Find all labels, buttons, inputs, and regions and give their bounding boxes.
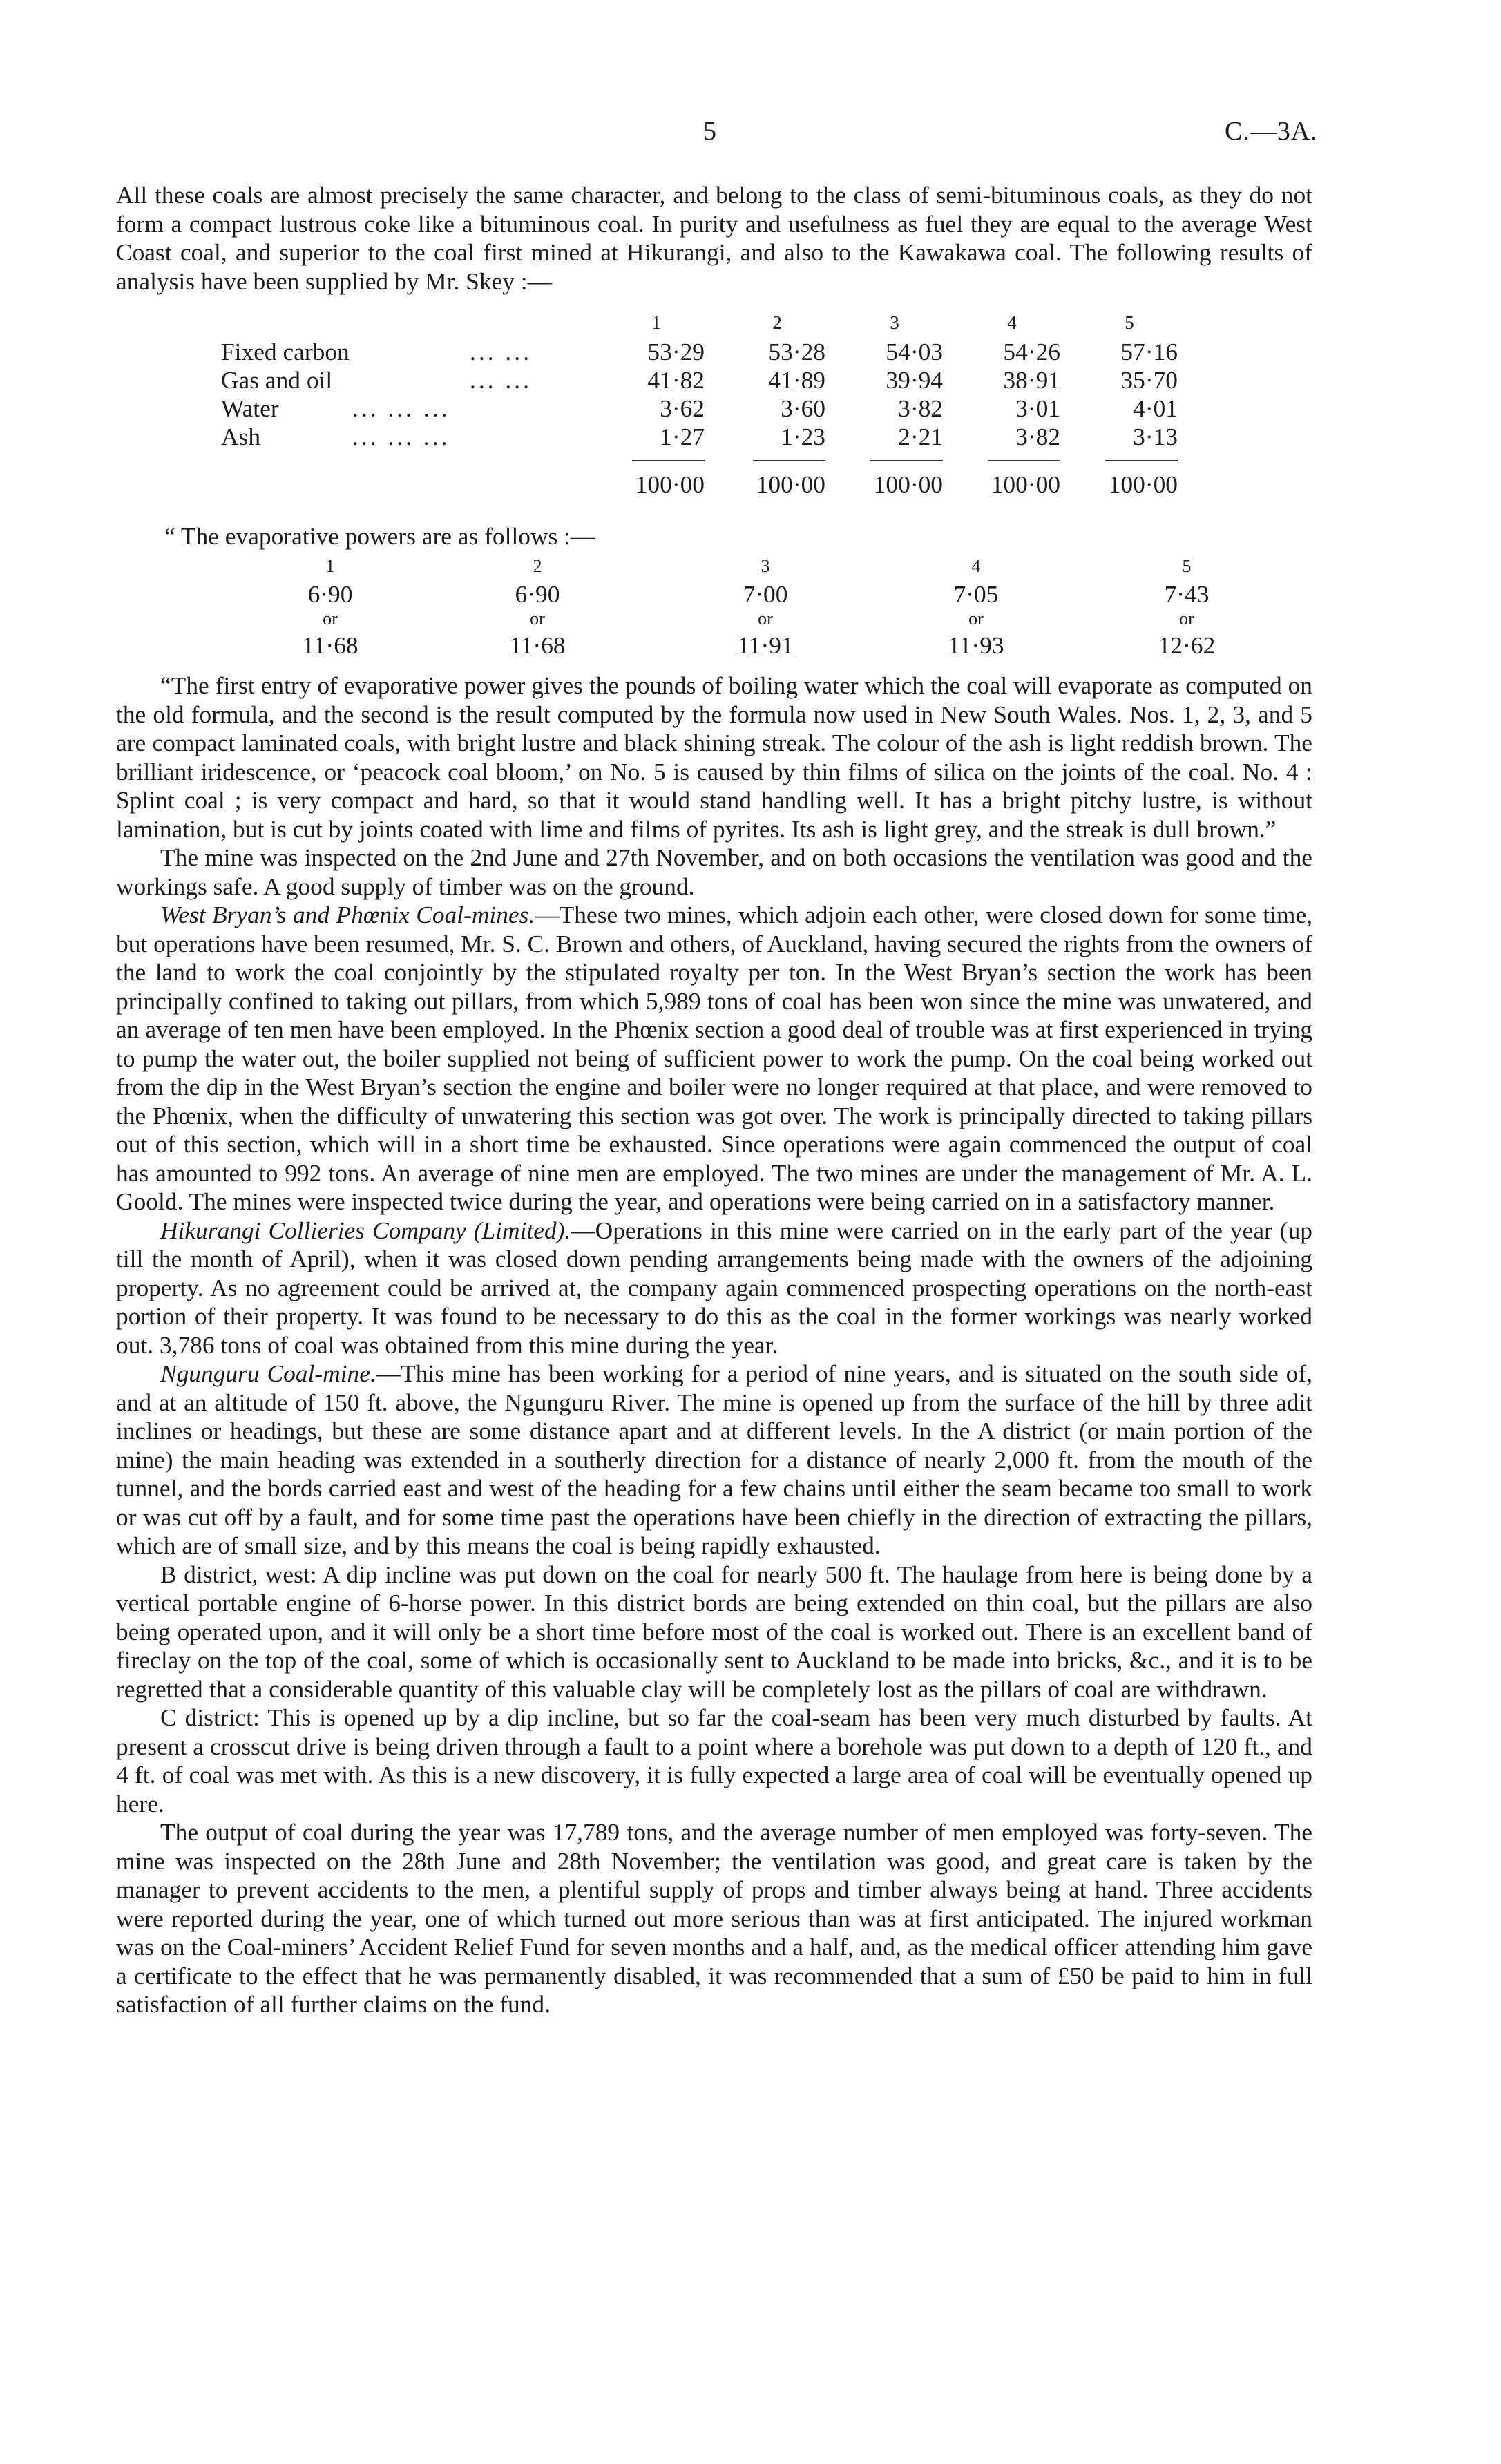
- paragraph: [116, 901, 1312, 1216]
- total-cell: 100·00: [873, 470, 943, 498]
- paragraph: “The first entry of evaporative power gives the pounds of boiling water which the coal will evaporate as computed on the old formula, and the second is the result computed by the formula now used in New South Wales. Nos. 1, 2, 3, and 5 are compact laminated coals, with bright lustre and black shining streak. The colour of the ash is light reddish brown. The brilliant iridescence, or ‘peacock coal bloom,’ on No. 5 is caused by thin films of silica on the joints of the coal. No. 4 : Splint coal ; is very compact and hard, so that it would stand handling well. It has a bright pitchy lustre, is without lamination, but is cut by joints coated with lime and films of pyrites. Its ash is light grey, and the streak is dull brown.”: [116, 671, 1312, 843]
- evap-value: 6·90: [515, 580, 560, 608]
- page-number: 5: [703, 117, 716, 146]
- evap-value: 6·90: [307, 580, 353, 608]
- sum-rule: [753, 460, 825, 461]
- leader-dots: ... ...: [470, 338, 532, 365]
- evap-or: or: [758, 609, 773, 629]
- table-cell: 4·01: [1133, 394, 1178, 422]
- leader-dots: ... ...: [470, 366, 532, 394]
- col-header: 5: [1125, 312, 1134, 333]
- row-label: Gas and oil: [221, 366, 333, 394]
- evap-value: 11·91: [737, 631, 794, 659]
- intro-text: All these coals are almost precisely the same character, and belong to the class of semi-bituminous coals, as they do not form a compact lustrous coke like a bituminous coal. In purity and usefulness as fuel they are equal to the average West Coast coal, and superior to the coal first mined at Hikurangi, and also to the Kawakawa coal. The following results of analysis have been supplied by Mr. Skey :—: [116, 181, 1312, 295]
- table-cell: 54·26: [1003, 338, 1060, 365]
- col-header: 4: [1007, 312, 1017, 333]
- table-cell: 3·13: [1133, 423, 1178, 450]
- section-text: —These two mines, which adjoin each other, were closed down for some time, but operations have been resumed, Mr. S. C. Brown and others, of Auckland, having secured the rights from the owners of the land to work the coal conjointly by the stipulated royalty per ton. In the West Bryan’s section the work has been principally confined to taking out pillars, from which 5,989 tons of coal has been won since the mine was unwatered, and an average of ten men have been employed. In the Phœnix section a good deal of trouble was at first experienced in trying to pump the water out, the boiler supplied not being of sufficient power to work the pump. On the coal being worked out from the dip in the West Bryan’s section the engine and boiler were no longer required at that place, and were removed to the Phœnix, when the difficulty of unwatering this section was got over. The work is principally directed to taking pillars out of this section, which will in a short time be exhausted. Since operations were again commenced the output of coal has amounted to 992 tons. An average of nine men are employed. The two mines are under the management of Mr. A. L. Goold. The mines were inspected twice during the year, and operations were being carried on in a satisfactory manner.: [116, 901, 1312, 1215]
- main-body: [116, 671, 1312, 2019]
- section-text: —This mine has been working for a period of nine years, and is situated on the south side of, and at an altitude of 150 ft. above, the Ngunguru River. The mine is opened up from the surface of the hill by three adit inclines or headings, but these are some distance apart and at different levels. In the A district (or main portion of the mine) the main heading was extended in a southerly direction for a distance of nearly 2,000 ft. from the mouth of the tunnel, and the bords carried east and west of the heading for a few chains until either the seam became too small to work or was cut off by a fault, and for some time past the operations have been chiefly in the direction of extracting the pillars, which are of small size, and by this means the coal is being rapidly exhausted.: [116, 1359, 1312, 1559]
- table-cell: 41·89: [768, 366, 825, 394]
- table-cell: 2·21: [898, 423, 943, 450]
- leader-dots: ... ... ...: [352, 423, 450, 450]
- evap-value: 7·43: [1164, 580, 1210, 608]
- col-header: 2: [772, 312, 782, 333]
- sum-rule-row: [221, 450, 1223, 470]
- evap-or: or: [968, 609, 984, 629]
- totals-row: [221, 470, 1223, 498]
- table-cell: 53·29: [647, 338, 705, 365]
- total-cell: 100·00: [635, 470, 705, 498]
- total-cell: 100·00: [991, 470, 1060, 498]
- table-cell: 39·94: [886, 366, 943, 394]
- evap-value: 12·62: [1158, 631, 1216, 659]
- evaporative-intro: “ The evaporative powers are as follows :—: [164, 522, 595, 550]
- total-cell: 100·00: [756, 470, 825, 498]
- paragraph: [116, 1359, 1312, 1560]
- section-title: Ngunguru Coal-mine.: [160, 1359, 376, 1387]
- table-row: [221, 422, 1223, 450]
- sum-rule: [1105, 460, 1178, 461]
- sum-rule: [988, 460, 1060, 461]
- row-label: Fixed carbon: [221, 338, 350, 365]
- evap-value: 7·05: [953, 580, 999, 608]
- col-header: 3: [890, 312, 899, 333]
- table-cell: 3·01: [1015, 394, 1060, 422]
- intro-paragraph: [116, 181, 1312, 296]
- evap-value: 11·68: [509, 631, 566, 659]
- analysis-header-row: [221, 312, 1223, 337]
- table-cell: 3·62: [660, 394, 705, 422]
- paragraph: The mine was inspected on the 2nd June and 27th November, and on both occasions the ventilation was good and the workings safe. A good supply of timber was on the ground.: [116, 843, 1312, 900]
- table-cell: 35·70: [1120, 366, 1178, 394]
- paragraph: [116, 1216, 1312, 1360]
- sum-rule: [870, 460, 943, 461]
- evap-value: 11·68: [302, 631, 358, 659]
- evap-or: or: [1179, 609, 1194, 629]
- evap-or: or: [530, 609, 545, 629]
- evap-col-header: 5: [1182, 556, 1192, 576]
- col-header: 1: [651, 312, 661, 333]
- section-title: West Bryan’s and Phœnix Coal-mines.: [160, 901, 535, 928]
- table-cell: 54·03: [886, 338, 943, 365]
- paragraph: B district, west: A dip incline was put down on the coal for nearly 500 ft. The haulage from here is being done by a vertical portable engine of 6-horse power. In this district bords are being extended on thin coal, but the pillars are also being operated upon, and it will only be a short time before most of the coal is worked out. There is an excellent band of fireclay on the top of the coal, some of which is occasionally sent to Auckland to be made into bricks, &c., and it is to be regretted that a considerable quantity of this valuable clay will be completely lost as the pillars of coal are withdrawn.: [116, 1560, 1312, 1703]
- table-row: [221, 337, 1223, 365]
- table-cell: 38·91: [1003, 366, 1060, 394]
- row-label: Ash: [221, 423, 261, 450]
- sum-rule: [632, 460, 705, 461]
- table-cell: 3·82: [1015, 423, 1060, 450]
- table-row: [221, 394, 1223, 422]
- section-text: —Operations in this mine were carried on in the early part of the year (up till the month of April), when it was closed down pending arrangements being made with the owners of the adjoining property. As no agreement could be arrived at, the company again commenced prospecting operations on the north-east portion of their property. It was found to be necessary to do this as the coal in the former workings was nearly worked out. 3,786 tons of coal was obtained from this mine during the year.: [116, 1216, 1312, 1359]
- total-cell: 100·00: [1108, 470, 1178, 498]
- paragraph: C district: This is opened up by a dip incline, but so far the coal-seam has been very much disturbed by faults. At present a crosscut drive is being driven through a fault to a point where a borehole was put down to a depth of 120 ft., and 4 ft. of coal was met with. As this is a new discovery, it is fully expected a large area of coal will be eventually opened up here.: [116, 1703, 1312, 1817]
- evap-col-header: 2: [533, 556, 542, 576]
- table-cell: 53·28: [768, 338, 825, 365]
- leader-dots: ... ... ...: [352, 394, 450, 422]
- table-cell: 3·60: [781, 394, 825, 422]
- table-row: [221, 365, 1223, 394]
- evap-col-header: 3: [761, 556, 770, 576]
- section-title: Hikurangi Collieries Company (Limited).: [160, 1216, 571, 1244]
- evap-col-header: 4: [971, 556, 981, 576]
- table-cell: 3·82: [898, 394, 943, 422]
- document-code: C.—3A.: [1225, 117, 1318, 146]
- evaporative-table: [116, 522, 1312, 674]
- evap-or: or: [323, 609, 338, 629]
- paragraph: The output of coal during the year was 17,789 tons, and the average number of men employed was forty-seven. The mine was inspected on the 28th June and 28th November; the ventilation was good, and great care is taken by the manager to prevent accidents to the men, a plentiful supply of props and timber always being at hand. Three accidents were reported during the year, one of which turned out more serious than was at first anticipated. The injured workman was on the Coal-miners’ Accident Relief Fund for seven months and a half, and, as the medical officer attending him gave a certificate to the effect that he was permanently disabled, it was recommended that a sum of £50 be paid to him in full satisfaction of all further claims on the fund.: [116, 1818, 1312, 2018]
- evap-value: 7·00: [743, 580, 788, 608]
- evap-value: 11·93: [948, 631, 1004, 659]
- evap-col-header: 1: [325, 556, 335, 576]
- table-cell: 57·16: [1120, 338, 1178, 365]
- analysis-table: [221, 312, 1223, 498]
- table-cell: 1·23: [781, 423, 825, 450]
- table-cell: 41·82: [647, 366, 705, 394]
- table-cell: 1·27: [660, 423, 705, 450]
- row-label: Water: [221, 394, 279, 422]
